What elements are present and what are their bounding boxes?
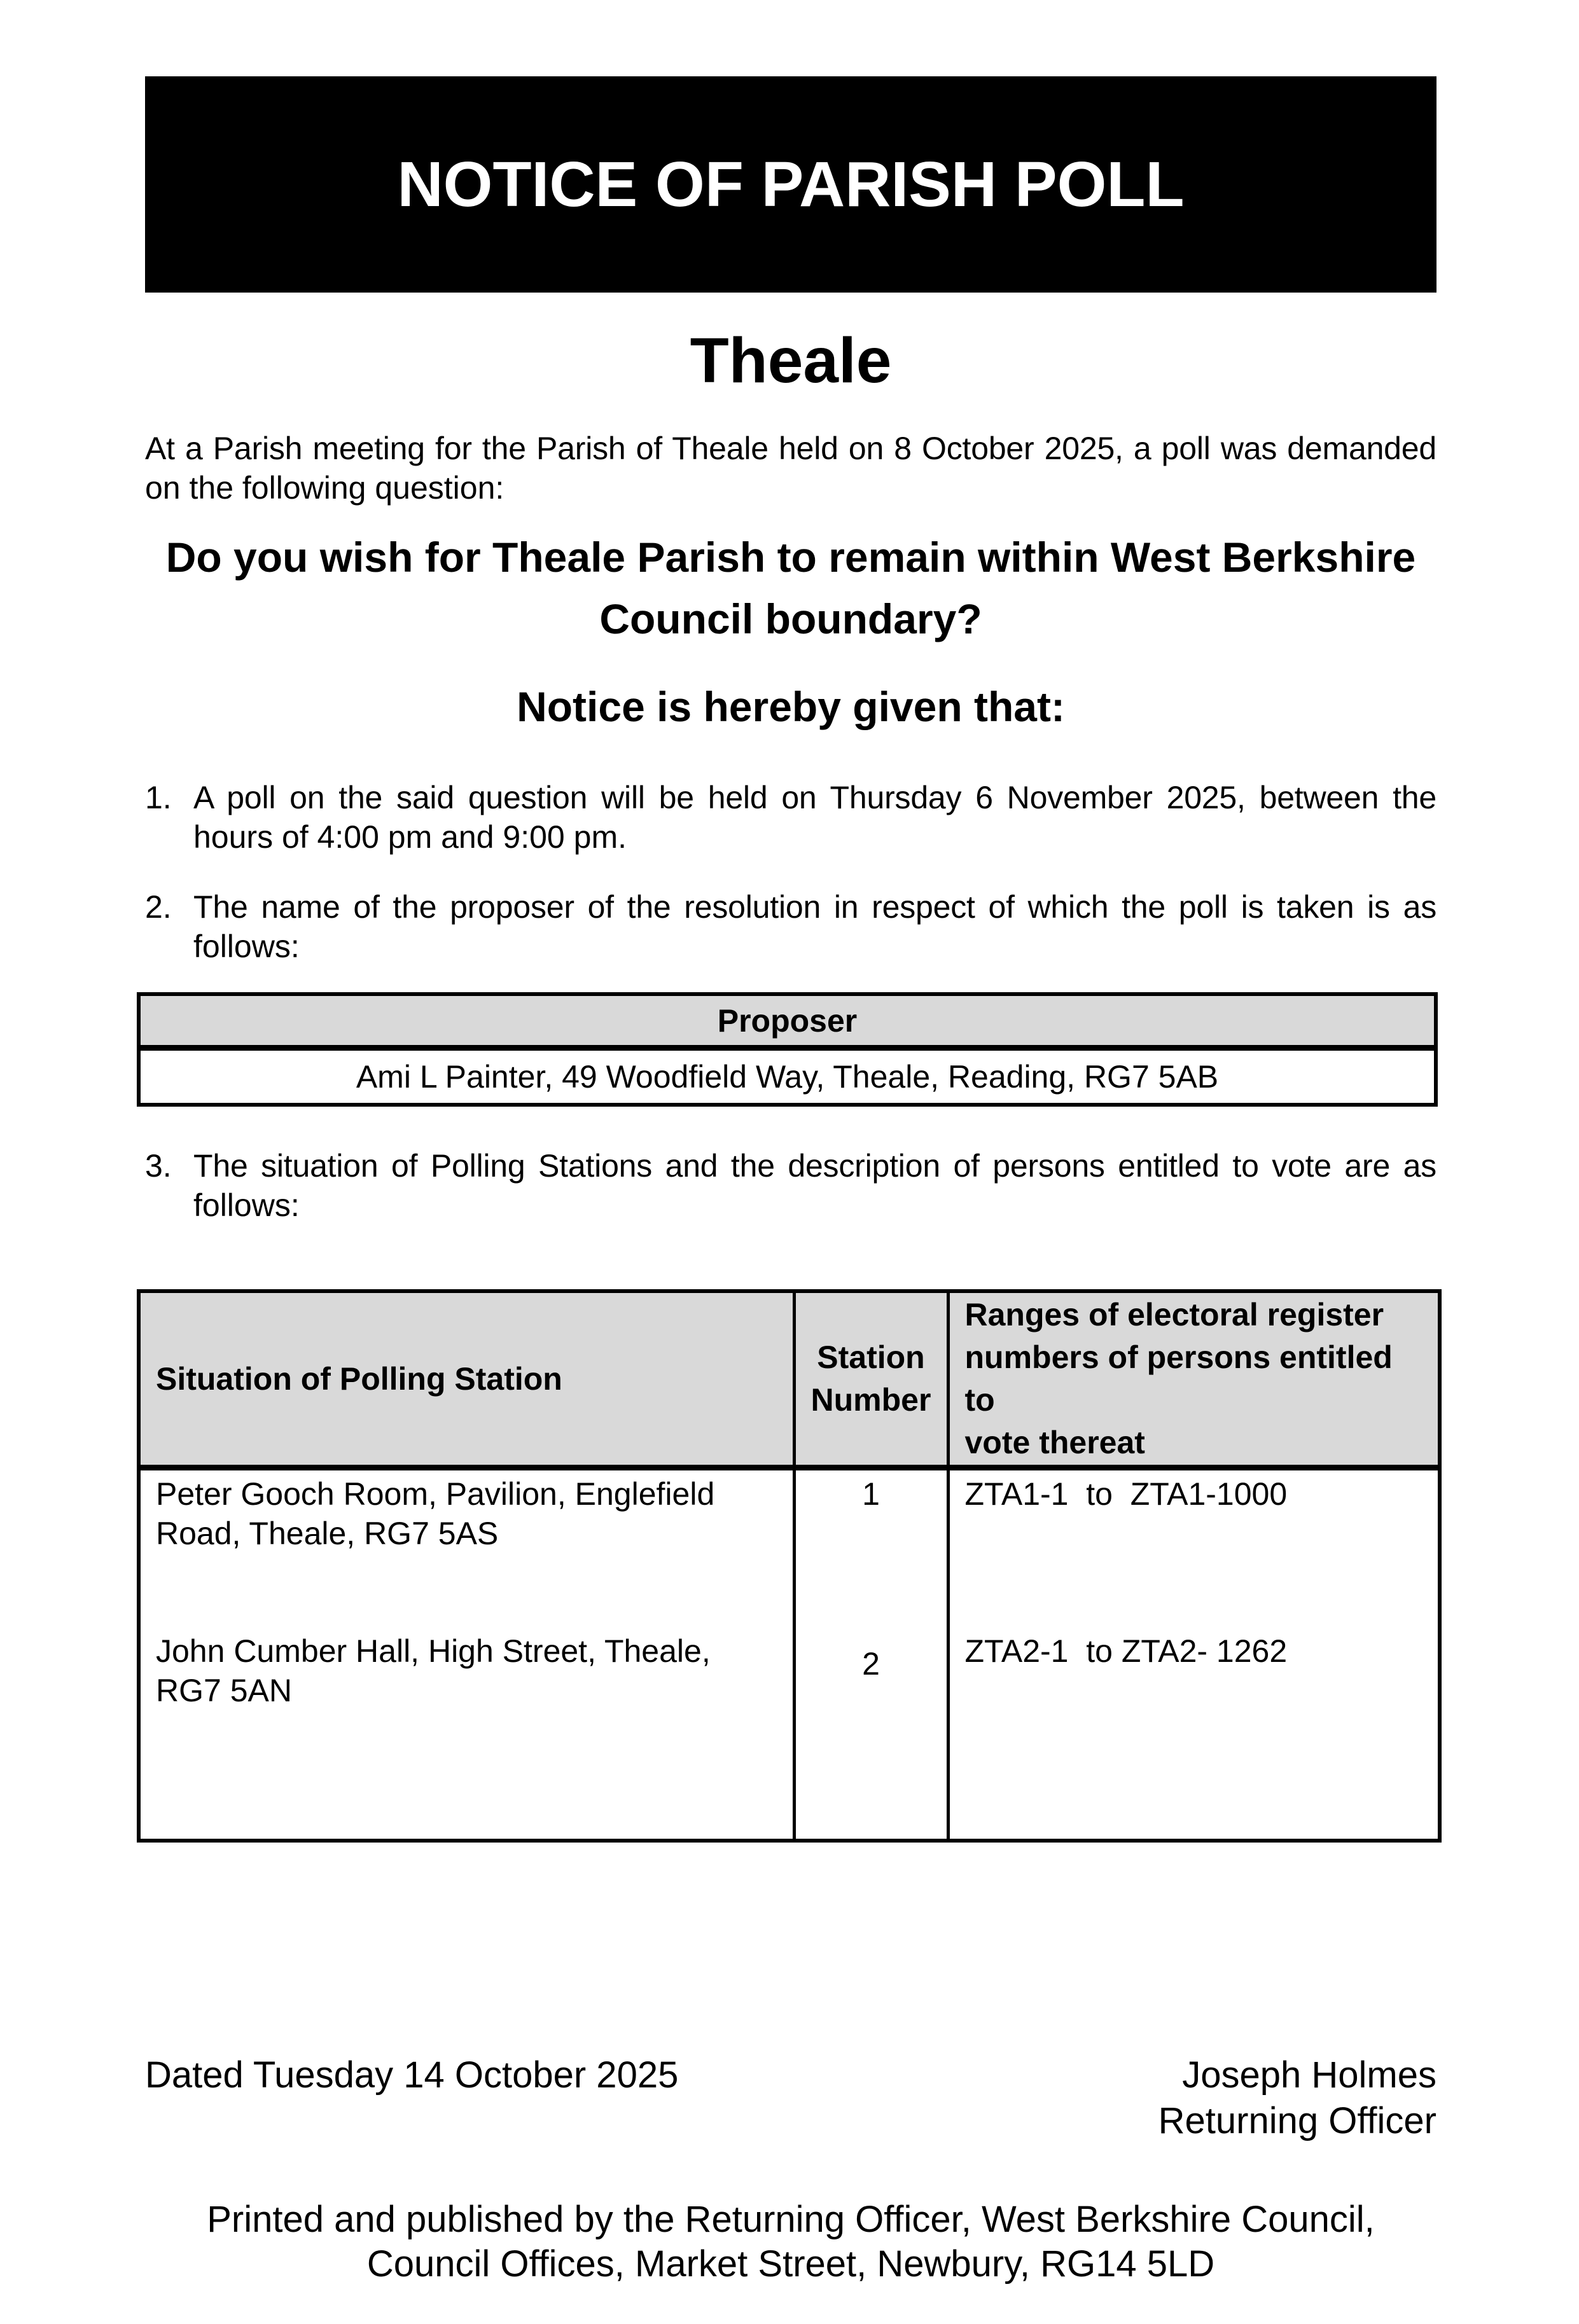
polling-station-1-address: Peter Gooch Room, Pavilion, Englefield Road, Theale, RG7 5AS bbox=[139, 1468, 794, 1613]
poll-question-heading: Do you wish for Theale Parish to remain within West Berkshire Council boundary? bbox=[165, 534, 1416, 642]
list-item-2-number: 2. bbox=[145, 889, 172, 925]
polling-station-2-register-range: ZTA2-1 to ZTA2- 1262 bbox=[948, 1612, 1440, 1841]
proposer-header-cell: Proposer bbox=[139, 994, 1436, 1048]
polling-stations-table bbox=[137, 1289, 1442, 1843]
column-header-register-ranges: Ranges of electoral register numbers of persons entitled to vote thereat bbox=[948, 1291, 1440, 1468]
banner-title: NOTICE OF PARISH POLL bbox=[397, 148, 1185, 220]
polling-station-2-number: 2 bbox=[794, 1612, 948, 1841]
column-header-situation: Situation of Polling Station bbox=[139, 1291, 794, 1468]
list-item-1 bbox=[145, 778, 1436, 857]
list-item-1-text: A poll on the said question will be held on Thursday 6 November 2025, between the hours of 4:00 pm and 9:00 pm. bbox=[193, 780, 1436, 855]
intro-paragraph: At a Parish meeting for the Parish of Theale held on 8 October 2025, a poll was demanded on the following question: bbox=[145, 431, 1436, 506]
notice-given-heading: Notice is hereby given that: bbox=[517, 683, 1065, 730]
printed-published-footer: Printed and published by the Returning Officer, West Berkshire Council, Council Offices, Market Street, Newbury, RG14 5LD bbox=[207, 2199, 1375, 2285]
list-item-3 bbox=[145, 1146, 1436, 1225]
parish-poll-notice-document bbox=[0, 76, 1579, 2324]
dated-line: Dated Tuesday 14 October 2025 bbox=[145, 2054, 679, 2096]
polling-table-row-1 bbox=[139, 1468, 1440, 1613]
polling-station-1-number: 1 bbox=[794, 1468, 948, 1613]
list-item-2 bbox=[145, 887, 1436, 966]
list-item-3-text: The situation of Polling Stations and the description of persons entitled to vote are as follows: bbox=[193, 1148, 1436, 1223]
polling-station-1-register-range: ZTA1-1 to ZTA1-1000 bbox=[948, 1468, 1440, 1613]
proposer-value-row bbox=[139, 1048, 1436, 1105]
polling-station-2-address: John Cumber Hall, High Street, Theale, RG7 5AN bbox=[139, 1612, 794, 1841]
returning-officer-signature: Joseph Holmes Returning Officer bbox=[1158, 2054, 1436, 2141]
proposer-header-row bbox=[139, 994, 1436, 1048]
polling-table-header-row bbox=[139, 1291, 1440, 1468]
dated-signature-row bbox=[145, 2052, 1436, 2144]
list-item-1-number: 1. bbox=[145, 780, 172, 815]
column-header-station-number: Station Number bbox=[794, 1291, 948, 1468]
polling-table-row-2 bbox=[139, 1612, 1440, 1841]
list-item-2-text: The name of the proposer of the resolution in respect of which the poll is taken is as follows: bbox=[193, 889, 1436, 964]
proposer-table bbox=[137, 992, 1438, 1107]
parish-title: Theale bbox=[690, 325, 892, 396]
notice-banner bbox=[145, 76, 1436, 293]
proposer-value-cell: Ami L Painter, 49 Woodfield Way, Theale, Reading, RG7 5AB bbox=[139, 1048, 1436, 1105]
list-item-3-number: 3. bbox=[145, 1148, 172, 1184]
